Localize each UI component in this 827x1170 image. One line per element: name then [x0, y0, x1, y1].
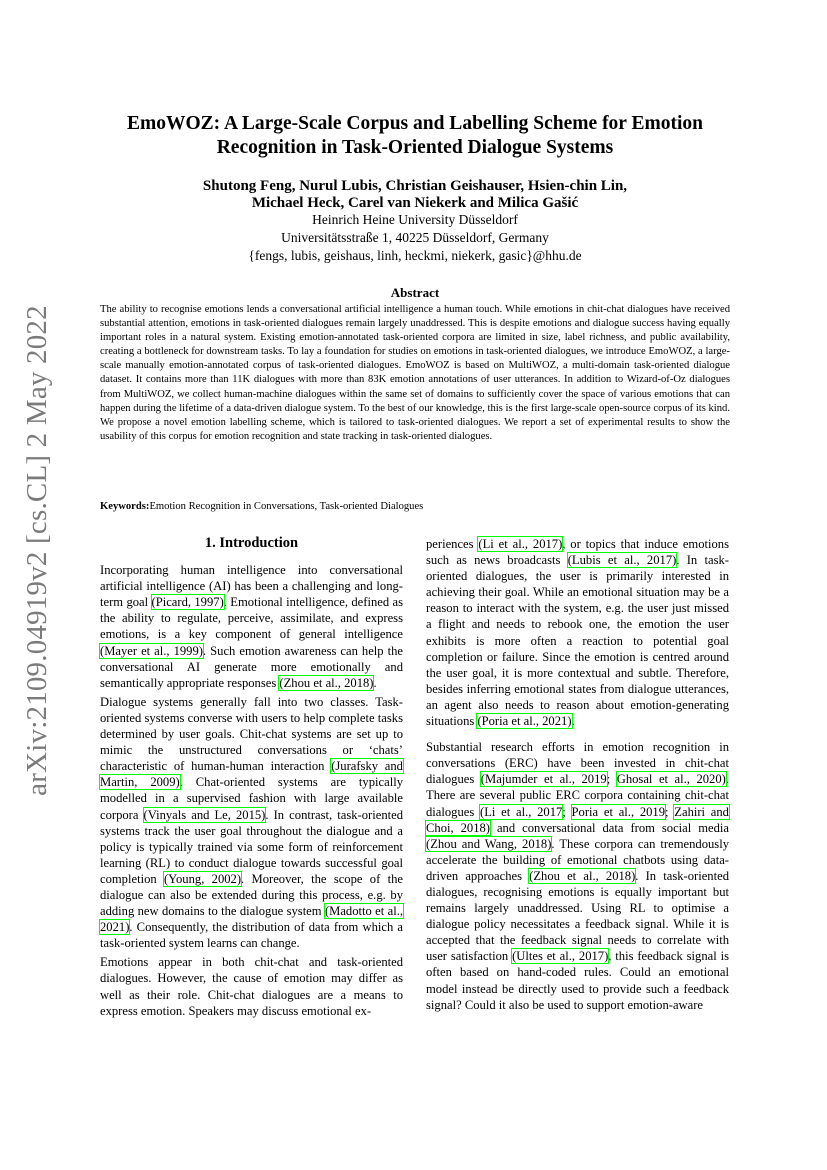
paper-title: EmoWOZ: A Large-Scale Corpus and Labelling Scheme for Emotion Recognition in Task-Oriented Dialogue Systems	[127, 113, 703, 158]
citation-link[interactable]: Zahiri and Choi, 2018)	[426, 804, 729, 835]
citation-link[interactable]: (Vinyals and Le, 2015)	[143, 807, 266, 822]
abstract-text: The ability to recognise emotions lends a conversational artificial intelligence a human touch. While emotions in chit-chat dialogues have received substantial attention, emotions in task-oriented dialogues remain largely unaddressed. This is despite emotions and dialogue success having equally important roles in a natural system. Existing emotion-annotated task-oriented corpora are limited in size, label richness, and public availability, creating a bottleneck for downstream tasks. To lay a foundation for studies on emotions in task-oriented dialogues, we introduce EmoWOZ, a large-scale manually emotion-annotated corpus of task-oriented dialogues. EmoWOZ is based on MultiWOZ, a multi-domain task-oriented dialogue dataset. It contains more than 11K dialogues with more than 83K emotion annotations of user utterances. In addition to Wizard-of-Oz dialogues from MultiWOZ, we collect human-machine dialogues within the same set of domains to sufficiently cover the space of various emotions that can happen during the lifetime of a data-driven dialogue system. To the best of our knowledge, this is the first large-scale open-source corpus of its kind. We propose a novel emotion labelling scheme, which is tailored to task-oriented dialogues. We report a set of experimental results to show the usability of this corpus for emotion recognition and state tracking in task-oriented dialogues.	[100, 304, 730, 442]
paragraph: periences (Li et al., 2017), or topics that induce emotions such as news broadcasts (Lubis et al., 2017). In task-oriented dialogues, the user is primarily interested in achieving their goal. While an emotional situation may be a reason to interact with the system, e.g. the user just missed a flight and needs to rebook one, the emotion the user exhibits is more often a reaction to potential goal completion or failure. Since the emotion is centred around the user goal, it is more contextual and subtle. Therefore, besides inferring emotional states from dialogue utterances, an agent also needs to reason about emotion-generating situations (Poria et al., 2021).	[426, 537, 729, 729]
keywords-label: Keywords:	[100, 501, 150, 512]
citation-link[interactable]: (Li et al., 2017)	[478, 537, 563, 551]
arxiv-identifier	[17, 304, 57, 796]
citation-link[interactable]: (Madotto et al., 2021)	[100, 904, 403, 935]
citation-link[interactable]: (Picard, 1997)	[151, 595, 224, 610]
paragraph: Dialogue systems generally fall into two classes. Task-oriented systems converse with users to help complete tasks determined by user goals. Chit-chat systems are set up to mimic the unstructured conversations or ‘chats’ characteristic of human-human interaction (Jurafsky and Martin, 2009). Chat-oriented systems are typically modelled in a supervised fashion with large available corpora (Vinyals and Le, 2015). In contrast, task-oriented systems track the user goal throughout the dialogue and a policy is typically trained via some form of reinforcement learning (RL) to conduct dialogue towards successful goal completion (Young, 2002). Moreover, the scope of the dialogue can also be extended during this process, e.g. by adding new domains to the dialogue system (Madotto et al., 2021). Consequently, the distribution of data from which a task-oriented system learns can change.	[100, 694, 404, 951]
citation-link[interactable]: (Lubis et al., 2017)	[567, 553, 677, 568]
citation-link[interactable]: Ghosal et al., 2020)	[616, 772, 726, 787]
citation-link[interactable]: (Ultes et al., 2017)	[512, 949, 609, 964]
affiliation: Heinrich Heine University Düsseldorf	[312, 212, 518, 227]
keywords-text: Emotion Recognition in Conversations, Task-oriented Dialogues	[149, 501, 424, 512]
right-column	[426, 536, 729, 1016]
arxiv-id-text: arXiv:2109.04919v2 [cs.CL] 2 May 2022	[20, 304, 53, 796]
paragraph: Substantial research efforts in emotion recognition in conversations (ERC) have been invested in chit-chat dialogues (Majumder et al., 2019; Ghosal et al., 2020). There are several public ERC corpora containing chit-chat dialogues (Li et al., 2017; Poria et al., 2019; Zahiri and Choi, 2018) and conversational data from social media (Zhou and Wang, 2018). These corpora can tremendously accelerate the building of emotional chatbots using data-driven approaches (Zhou et al., 2018). In task-oriented dialogues, recognising emotions is equally important but remains largely unaddressed. Using RL to optimise a dialogue policy necessitates a feedback signal. While it is accepted that the feedback signal needs to correlate with user satisfaction (Ultes et al., 2017), this feedback signal is often based on hand-coded rules. Could an emotional model instead be directly used to provide such a feedback signal? Could it also be used to support emotion-aware	[426, 740, 730, 1012]
affiliation-block	[100, 211, 730, 265]
author-list: Shutong Feng, Nurul Lubis, Christian Geishauser, Hsien-chin Lin, Michael Heck, Carel van Niekerk and Milica Gašić	[202, 178, 628, 211]
citation-link[interactable]: (Mayer et al., 1999)	[100, 643, 203, 658]
section-heading-introduction: 1. Introduction	[204, 535, 299, 551]
citation-link[interactable]: (Zhou et al., 2018)	[529, 868, 636, 883]
abstract-heading: Abstract	[390, 285, 440, 300]
paragraph: Emotions appear in both chit-chat and task-oriented dialogues. However, the cause of emotion may differ as well as their role. Chit-chat dialogues are a means to express emotion. Speakers may discuss emotional ex-	[100, 955, 403, 1018]
keywords	[100, 500, 730, 514]
citation-link[interactable]: Poria et al., 2019	[571, 804, 666, 819]
citation-link[interactable]: (Zhou et al., 2018)	[279, 675, 374, 690]
citation-link[interactable]: (Majumder et al., 2019	[480, 772, 607, 787]
emails: {fengs, lubis, geishaus, linh, heckmi, niekerk, gasic}@hhu.de	[248, 248, 582, 263]
citation-link[interactable]: (Li et al., 2017	[480, 804, 563, 819]
address: Universitätsstraße 1, 40225 Düsseldorf, Germany	[281, 230, 549, 245]
citation-link[interactable]: (Jurafsky and Martin, 2009)	[100, 759, 403, 790]
left-column	[100, 533, 403, 1022]
paragraph: Incorporating human intelligence into conversational artificial intelligence (AI) has been a challenging and long-term goal (Picard, 1997). Emotional intelligence, defined as the ability to regulate, perceive, assimilate, and express emotions, is a key component of general intelligence (Mayer et al., 1999). Such emotion awareness can help the conversational AI generate more emotionally and semantically appropriate responses (Zhou et al., 2018).	[100, 563, 403, 690]
citation-link[interactable]: (Poria et al., 2021)	[477, 714, 572, 729]
citation-link[interactable]: (Young, 2002)	[163, 871, 242, 886]
citation-link[interactable]: (Zhou and Wang, 2018)	[426, 836, 552, 851]
